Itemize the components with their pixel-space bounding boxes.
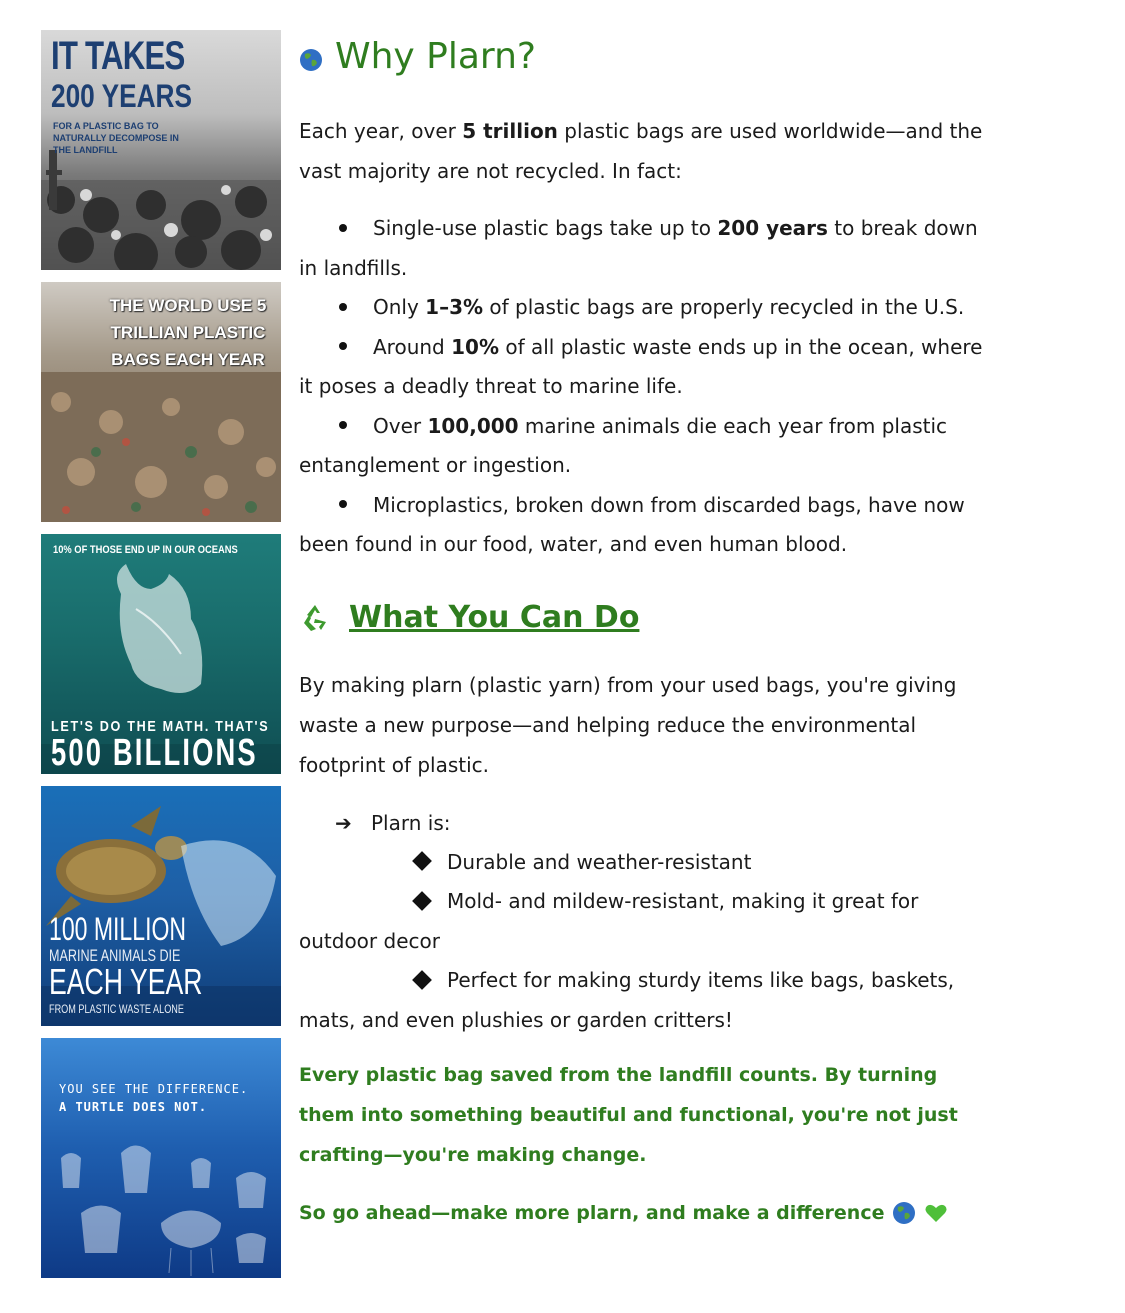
final-text: So go ahead—make more plarn, and make a difference	[299, 1202, 885, 1224]
poster-caption: FOR A PLASTIC BAG TO NATURALLY DECOMPOSE IN THE LANDFILL	[53, 121, 179, 155]
bullet-icon	[339, 342, 347, 350]
intro-paragraph	[299, 111, 999, 191]
globe-icon	[892, 1201, 916, 1225]
fact-text: of plastic bags are properly recycled in the U.S.	[483, 295, 965, 319]
facts-list	[299, 209, 999, 565]
intro-text: Each year, over	[299, 119, 463, 143]
fact-text: Microplastics, broken down from discarded bags, have now been found in our food, water, and even human blood.	[299, 492, 965, 556]
fact-text: Only	[373, 295, 426, 319]
poster-subheadline: 200 YEARS	[51, 78, 193, 114]
poster-caption: LET'S DO THE MATH. THAT'S	[51, 718, 270, 735]
heading-text: What You Can Do	[349, 600, 640, 635]
poster-oceans-500-billions	[41, 534, 281, 774]
fact-emphasis: 1–3%	[425, 295, 484, 319]
diamond-icon	[412, 891, 432, 911]
list-item	[299, 486, 999, 565]
poster-column	[41, 30, 281, 1290]
bullet-icon	[339, 421, 347, 429]
list-item	[299, 407, 999, 486]
what-paragraph: By making plarn (plastic yarn) from your used bags, you're giving waste a new purpose—and helping reduce the environmental footprint of plastic.	[299, 672, 957, 777]
poster-headline: 10% OF THOSE END UP IN OUR OCEANS	[53, 544, 238, 556]
poster-5-trillion-bags	[41, 282, 281, 522]
fact-text: of all plastic waste ends up in the ocean, where it poses a deadly threat to marine life.	[299, 334, 983, 398]
plarn-lead	[335, 803, 999, 843]
poster-big-text: EACH YEAR	[49, 961, 203, 1002]
fact-text: Over	[373, 413, 428, 438]
list-item	[299, 843, 999, 883]
fact-text: marine animals die each year from plastic entanglement or ingestion.	[299, 413, 948, 477]
fact-emphasis: 200 years	[717, 216, 828, 240]
fact-text: Single-use plastic bags take up to	[373, 216, 718, 240]
poster-headline: YOU SEE THE DIFFERENCE.	[59, 1082, 249, 1096]
property-text: Durable and weather-resistant	[447, 849, 752, 874]
diamond-icon	[412, 851, 432, 871]
why-plarn-heading	[299, 30, 999, 82]
final-call-to-action	[299, 1193, 999, 1233]
poster-headline: THE WORLD USE 5 TRILLIAN PLASTIC BAGS EACH YEAR	[109, 296, 267, 369]
bullet-icon	[339, 500, 347, 508]
poster-headline: 100 MILLION	[49, 911, 187, 947]
list-item	[299, 961, 999, 1040]
poster-headline: IT TAKES	[51, 34, 185, 78]
intro-emphasis: 5 trillion	[462, 119, 558, 143]
intro-text: plastic bags are used worldwide—and the vast majority are not recycled. In fact:	[299, 119, 983, 183]
fact-text: to break down in landfills.	[299, 216, 978, 280]
closing-message: Every plastic bag saved from the landfill counts. By turning them into something beautiful and functional, you're not just crafting—you're making change.	[299, 1064, 958, 1166]
list-item	[299, 882, 999, 961]
globe-icon	[299, 48, 323, 72]
fact-text: Around	[373, 334, 452, 359]
jellyfish-bags-illustration	[41, 1038, 281, 1278]
poster-caption: FROM PLASTIC WASTE ALONE	[49, 1002, 184, 1016]
bullet-icon	[339, 303, 347, 311]
list-item	[299, 328, 999, 407]
diamond-icon	[412, 970, 432, 990]
property-text: Mold- and mildew-resistant, making it great for outdoor decor	[299, 889, 919, 953]
poster-turtle-difference	[41, 1038, 281, 1278]
list-item	[299, 288, 999, 328]
poster-subheadline: A TURTLE DOES NOT.	[59, 1100, 208, 1114]
arrow-icon: ➔	[335, 810, 352, 835]
poster-big-number: 500 BILLIONS	[51, 732, 258, 774]
plarn-properties	[299, 803, 999, 1041]
poster-100-million-animals	[41, 786, 281, 1026]
green-heart-icon	[924, 1201, 948, 1225]
heading-text: Why Plarn?	[335, 35, 537, 77]
what-you-can-do-heading	[299, 593, 999, 643]
property-text: Perfect for making sturdy items like bags, baskets, mats, and even plushies or garden critters!	[299, 968, 955, 1032]
fact-emphasis: 100,000	[427, 413, 519, 438]
lead-text: Plarn is:	[371, 810, 451, 835]
list-item	[299, 209, 999, 288]
fact-emphasis: 10%	[451, 334, 499, 359]
article	[299, 30, 999, 1233]
poster-subheadline: MARINE ANIMALS DIE	[49, 946, 181, 965]
poster-landfill-200-years	[41, 30, 281, 270]
bullet-icon	[339, 224, 347, 232]
recycle-icon	[299, 602, 331, 634]
